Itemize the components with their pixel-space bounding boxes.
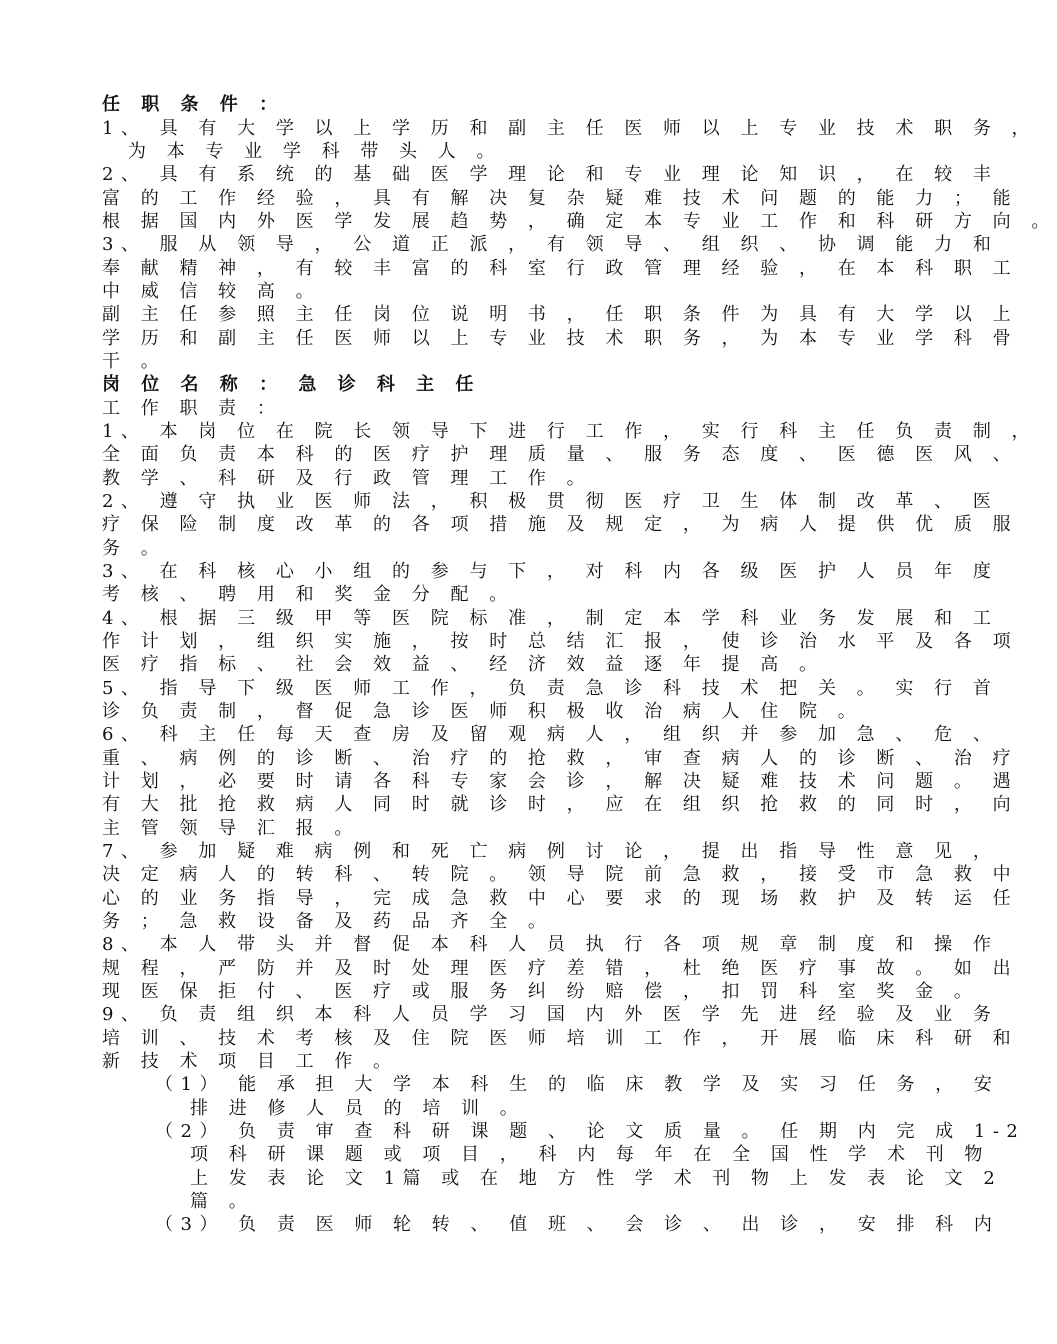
text-line: 作 计 划 ， 组 织 实 施 ， 按 时 总 结 汇 报 ， 使 诊 治 水 平 及 各 项 xyxy=(102,631,1019,652)
text-line: 4、 根 据 三 级 甲 等 医 院 标 准 ， 制 定 本 学 科 业 务 发 展 和 工 xyxy=(102,608,999,629)
sub-item-line: 项 科 研 课 题 或 项 目 ， 科 内 每 年 在 全 国 性 学 术 刊 物 xyxy=(190,1144,990,1165)
sub-item-line: （3） 负 责 医 师 轮 转 、 值 班 、 会 诊 、 出 诊 ， 安 排 科 内 xyxy=(155,1214,1000,1235)
text-line: 现 医 保 拒 付 、 医 疗 或 服 务 纠 纷 赔 偿 ， 扣 罚 科 室 奖 金 。 xyxy=(102,981,980,1002)
text-line: 6、 科 主 任 每 天 查 房 及 留 观 病 人 ， 组 织 并 参 加 急 、 危 、 xyxy=(102,724,999,745)
subheading-duties: 工 作 职 责 ： xyxy=(102,398,283,419)
text-line: 1、 本 岗 位 在 院 长 领 导 下 进 行 工 作 ， 实 行 科 主 任 负 责 制 ， xyxy=(102,421,1038,442)
text-line: 医 疗 指 标 、 社 会 效 益 、 经 济 效 益 逐 年 提 高 。 xyxy=(102,654,825,675)
sub-item-line: 篇 。 xyxy=(190,1191,255,1212)
text-line: 计 划 ， 必 要 时 请 各 科 专 家 会 诊 ， 解 决 疑 难 技 术 问 题 。 遇 xyxy=(102,771,1019,792)
text-line: 主 管 领 导 汇 报 。 xyxy=(102,818,360,839)
text-line: 务 。 xyxy=(102,538,167,559)
text-line: 决 定 病 人 的 转 科 、 转 院 。 领 导 院 前 急 救 ， 接 受 市 急 救 中 xyxy=(102,864,1019,885)
text-line: 3、 服 从 领 导 ， 公 道 正 派 ， 有 领 导 、 组 织 、 协 调 能 力 和 xyxy=(102,234,999,255)
text-line: 疗 保 险 制 度 改 革 的 各 项 措 施 及 规 定 ， 为 病 人 提 供 优 质 服 xyxy=(102,514,1019,535)
text-line: 规 程 ， 严 防 并 及 时 处 理 医 疗 差 错 ， 杜 绝 医 疗 事 故 。 如 出 xyxy=(102,958,1019,979)
text-line: 干 。 xyxy=(102,351,167,372)
text-line: 培 训 、 技 术 考 核 及 住 院 医 师 培 训 工 作 ， 开 展 临 床 科 研 和 xyxy=(102,1028,1019,1049)
text-line: 副 主 任 参 照 主 任 岗 位 说 明 书 ， 任 职 条 件 为 具 有 大 学 以 上 xyxy=(102,304,1019,325)
text-line: 1、 具 有 大 学 以 上 学 历 和 副 主 任 医 师 以 上 专 业 技 术 职 务 ， xyxy=(102,118,1038,139)
text-line: 5、 指 导 下 级 医 师 工 作 ， 负 责 急 诊 科 技 术 把 关 。 实 行 首 xyxy=(102,678,999,699)
text-line: 务 ； 急 救 设 备 及 药 品 齐 全 。 xyxy=(102,911,554,932)
text-line: 7、 参 加 疑 难 病 例 和 死 亡 病 例 讨 论 ， 提 出 指 导 性 意 见 ， xyxy=(102,841,999,862)
text-line: 诊 负 责 制 ， 督 促 急 诊 医 师 积 极 收 治 病 人 住 院 。 xyxy=(102,701,864,722)
section-heading-position: 岗 位 名 称 ： 急 诊 科 主 任 xyxy=(102,374,481,395)
text-line: 奉 献 精 神 ， 有 较 丰 富 的 科 室 行 政 管 理 经 验 ， 在 本 科 职 工 xyxy=(102,258,1019,279)
text-line: 为 本 专 业 学 科 带 头 人 。 xyxy=(128,141,502,162)
section-heading-qualifications: 任 职 条 件 ： xyxy=(102,94,285,115)
text-line: 有 大 批 抢 救 病 人 同 时 就 诊 时 ， 应 在 组 织 抢 救 的 同 时 ， 向 xyxy=(102,794,1019,815)
text-line: 考 核 、 聘 用 和 奖 金 分 配 。 xyxy=(102,584,515,605)
sub-item-line: （1） 能 承 担 大 学 本 科 生 的 临 床 教 学 及 实 习 任 务 ， 安 xyxy=(155,1074,1000,1095)
text-line: 2、 具 有 系 统 的 基 础 医 学 理 论 和 专 业 理 论 知 识 ， 在 较 丰 xyxy=(102,164,999,185)
text-line: 重 、 病 例 的 诊 断 、 治 疗 的 抢 救 ， 审 查 病 人 的 诊 断 、 治 疗 xyxy=(102,748,1019,769)
text-line: 中 威 信 较 高 。 xyxy=(102,281,322,302)
text-line: 8、 本 人 带 头 并 督 促 本 科 人 员 执 行 各 项 规 章 制 度 和 操 作 xyxy=(102,934,999,955)
text-line: 根 据 国 内 外 医 学 发 展 趋 势 ， 确 定 本 专 业 工 作 和 科 研 方 向 。 xyxy=(102,211,1057,232)
text-line: 教 学 、 科 研 及 行 政 管 理 工 作 。 xyxy=(102,468,593,489)
text-line: 3、 在 科 核 心 小 组 的 参 与 下 ， 对 科 内 各 级 医 护 人 员 年 度 xyxy=(102,561,999,582)
text-line: 2、 遵 守 执 业 医 师 法 ， 积 极 贯 彻 医 疗 卫 生 体 制 改 革 、 医 xyxy=(102,491,999,512)
text-line: 新 技 术 项 目 工 作 。 xyxy=(102,1051,399,1072)
sub-item-line: 排 进 修 人 员 的 培 训 。 xyxy=(190,1098,526,1119)
text-line: 9、 负 责 组 织 本 科 人 员 学 习 国 内 外 医 学 先 进 经 验 及 业 务 xyxy=(102,1004,999,1025)
text-line: 心 的 业 务 指 导 ， 完 成 急 救 中 心 要 求 的 现 场 救 护 及 转 运 任 xyxy=(102,888,1019,909)
sub-item-line: （2） 负 责 审 查 科 研 课 题 、 论 文 质 量 。 任 期 内 完 成 1-2 xyxy=(155,1121,1026,1142)
sub-item-line: 上 发 表 论 文 1篇 或 在 地 方 性 学 术 刊 物 上 发 表 论 文 2 xyxy=(190,1168,1003,1189)
text-line: 学 历 和 副 主 任 医 师 以 上 专 业 技 术 职 务 ， 为 本 专 业 学 科 骨 xyxy=(102,328,1019,349)
text-line: 富 的 工 作 经 验 ， 具 有 解 决 复 杂 疑 难 技 术 问 题 的 能 力 ； 能 xyxy=(102,188,1019,209)
text-line: 全 面 负 责 本 科 的 医 疗 护 理 质 量 、 服 务 态 度 、 医 德 医 风 、 xyxy=(102,444,1019,465)
